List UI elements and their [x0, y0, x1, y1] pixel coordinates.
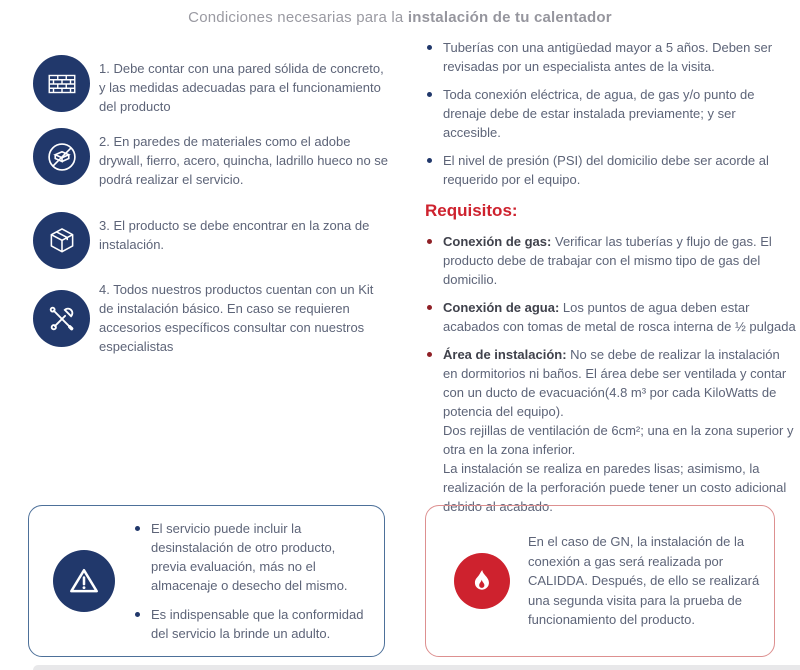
natural-gas-note-text: En el caso de GN, la instalación de la conexión a gas será realizada por CALIDDA. Después, de ello se realizará una segunda visita para la prueba de funcionamiento del producto. [528, 534, 760, 628]
tools-icon [33, 290, 90, 347]
requisito-gas-lead: Conexión de gas: [443, 234, 552, 249]
flame-icon [454, 553, 510, 609]
warning-triangle-icon [53, 550, 115, 612]
condition-item-1-text: 1. Debe contar con una pared sólida de concreto, y las medidas adecuadas para el funcionamiento del producto [99, 61, 384, 114]
requirements-column [425, 38, 797, 525]
condition-item-2-text: 2. En paredes de materiales como el adobe drywall, fierro, acero, quincha, ladrillo hueco no se podrá realizar el servicio. [99, 134, 389, 187]
service-warning-bullet: El servicio puede incluir la desinstalación de otro producto, previa evaluación, más no el almacenaje o desecho del mismo. [133, 519, 370, 595]
requisito-area-text: No se debe de realizar la instalación en dormitorios ni baños. El área debe ser ventilada y contar con un ducto de evacuación(4.8 m³ por cada KiloWatts de potencia del equipo). [443, 347, 787, 419]
condition-item-3-text: 3. El producto se debe encontrar en la zona de instalación. [99, 218, 370, 252]
service-warning-box [28, 505, 385, 657]
requisitos-heading: Requisitos: [425, 201, 518, 220]
brick-wall-icon [33, 55, 90, 112]
page-title [0, 9, 800, 26]
requisito-gas-text: Verificar las tuberías y flujo de gas. El producto debe de trabajar con el mismo tipo de gas del domicilio. [443, 234, 772, 287]
service-warning-bullet: Es indispensable que la conformidad del servicio la brinde un adulto. [133, 605, 370, 643]
pre-condition-bullet: El nivel de presión (PSI) del domicilio debe ser acorde al requerido por el equipo. [425, 151, 797, 189]
requisito-area [425, 345, 797, 516]
requisito-agua [425, 298, 797, 336]
package-box-icon [33, 212, 90, 269]
pre-condition-bullet: Tuberías con una antigüedad mayor a 5 años. Deben ser revisadas por un especialista antes de la visita. [425, 38, 797, 76]
requisito-area-extra-1: Dos rejillas de ventilación de 6cm²; una en la zona superior y otra en la zona inferior. [443, 423, 794, 457]
condition-item-3 [33, 212, 395, 269]
page-title-regular: Condiciones necesarias para la [188, 9, 404, 26]
condition-item-2 [33, 128, 395, 189]
next-section-edge [33, 665, 800, 670]
condition-item-1 [33, 55, 395, 116]
brick-prohibited-icon [33, 128, 90, 185]
requisito-area-extra-2: La instalación se realiza en paredes lisas; asimismo, la realización de la perforación puede tener un costo adicional debido al acabado. [443, 461, 787, 514]
pre-condition-bullet: Toda conexión eléctrica, de agua, de gas y/o punto de drenaje debe de estar instalada previamente; y ser accesible. [425, 85, 797, 142]
pre-conditions-list [425, 38, 797, 189]
service-warning-list [133, 519, 370, 643]
requisito-area-lead: Área de instalación: [443, 347, 567, 362]
requisitos-list [425, 232, 797, 516]
requisito-agua-text: Los puntos de agua deben estar acabados con tomas de metal de rosca interna de ½ pulgada [443, 300, 796, 334]
natural-gas-note-box [425, 505, 775, 657]
page-title-bold: instalación de tu calentador [407, 9, 612, 26]
requisito-agua-lead: Conexión de agua: [443, 300, 560, 315]
condition-item-4 [33, 276, 395, 356]
condition-item-4-text: 4. Todos nuestros productos cuentan con un Kit de instalación básico. En caso se requieren accesorios específicos consultar con nuestros especialistas [99, 282, 374, 354]
requisito-gas [425, 232, 797, 289]
